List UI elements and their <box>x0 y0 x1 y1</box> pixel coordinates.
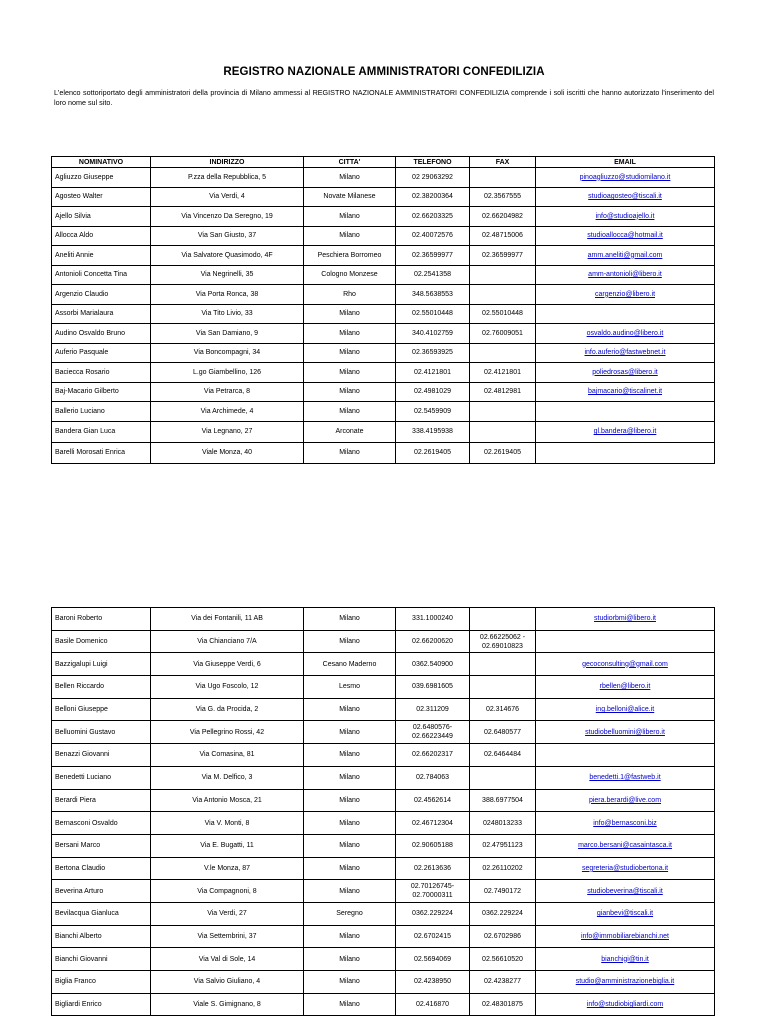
table-row <box>52 363 715 383</box>
indirizzo-cell: Via Val di Sole, 14 <box>151 948 304 971</box>
header-indirizzo: INDIRIZZO <box>151 157 304 168</box>
fax-cell: 02.4121801 <box>470 363 536 383</box>
nominativo-cell: Bernasconi Osvaldo <box>52 812 151 835</box>
header-email: EMAIL <box>536 157 715 168</box>
fax-cell <box>470 421 536 442</box>
email-link[interactable]: amm.aneliti@gmail.com <box>587 251 663 259</box>
indirizzo-cell: Viale Monza, 40 <box>151 442 304 463</box>
email-cell <box>536 421 715 442</box>
email-link[interactable]: piera.berardi@live.com <box>588 796 662 804</box>
table-row <box>52 993 715 1016</box>
citta-cell: Milano <box>304 698 396 721</box>
fax-cell: 02.4238277 <box>470 971 536 994</box>
table-row <box>52 285 715 305</box>
nominativo-cell: Audino Osvaldo Bruno <box>52 324 151 344</box>
email-link[interactable]: gianbevi@tiscali.it <box>596 910 654 918</box>
citta-cell: Milano <box>304 343 396 363</box>
table-row <box>52 304 715 324</box>
email-cell <box>536 789 715 812</box>
telefono-cell: 02.90605188 <box>396 834 470 857</box>
table-row <box>52 608 715 631</box>
indirizzo-cell: Via Boncompagni, 34 <box>151 343 304 363</box>
table-row <box>52 744 715 767</box>
email-cell <box>536 971 715 994</box>
telefono-cell: 340.4102759 <box>396 324 470 344</box>
nominativo-cell: Beverina Arturo <box>52 880 151 903</box>
email-cell <box>536 285 715 305</box>
indirizzo-cell: Via Archimede, 4 <box>151 402 304 422</box>
fax-cell <box>470 343 536 363</box>
nominativo-cell: Berardi Piera <box>52 789 151 812</box>
table-row <box>52 653 715 676</box>
indirizzo-cell: Via San Damiano, 9 <box>151 324 304 344</box>
email-cell <box>536 207 715 227</box>
indirizzo-cell: Via San Giusto, 37 <box>151 226 304 246</box>
citta-cell: Milano <box>304 880 396 903</box>
email-cell <box>536 304 715 324</box>
nominativo-cell: Auferio Pasquale <box>52 343 151 363</box>
email-cell <box>536 630 715 653</box>
table-row <box>52 168 715 188</box>
table-header-row <box>52 157 715 168</box>
nominativo-cell: Aneliti Annie <box>52 246 151 266</box>
email-link[interactable]: amm-antonioli@libero.it <box>588 271 662 279</box>
table-row <box>52 698 715 721</box>
nominativo-cell: Basile Domenico <box>52 630 151 653</box>
citta-cell: Milano <box>304 766 396 789</box>
fax-cell: 02.6464484 <box>470 744 536 767</box>
citta-cell: Milano <box>304 993 396 1016</box>
telefono-cell: 02.36599977 <box>396 246 470 266</box>
table-row <box>52 324 715 344</box>
nominativo-cell: Bertona Claudio <box>52 857 151 880</box>
citta-cell: Milano <box>304 608 396 631</box>
telefono-cell: 02.66200620 <box>396 630 470 653</box>
email-cell <box>536 653 715 676</box>
telefono-cell: 02.4121801 <box>396 363 470 383</box>
email-link[interactable]: info.auferio@fastwebnet.it <box>584 349 666 357</box>
table-row <box>52 902 715 925</box>
table-row <box>52 442 715 463</box>
fax-cell: 02.56610520 <box>470 948 536 971</box>
table-row <box>52 834 715 857</box>
telefono-cell: 02.784063 <box>396 766 470 789</box>
citta-cell: Milano <box>304 324 396 344</box>
citta-cell: Milano <box>304 812 396 835</box>
nominativo-cell: Biglia Franco <box>52 971 151 994</box>
indirizzo-cell: Via Verdi, 4 <box>151 187 304 207</box>
indirizzo-cell: Via Chianciano 7/A <box>151 630 304 653</box>
nominativo-cell: Agosteo Walter <box>52 187 151 207</box>
email-link[interactable]: studiobeverina@tiscali.it <box>587 887 663 895</box>
citta-cell: Milano <box>304 382 396 402</box>
email-link[interactable]: poliedrosas@libero.it <box>592 368 658 376</box>
email-cell <box>536 721 715 744</box>
citta-cell: Milano <box>304 304 396 324</box>
email-cell <box>536 925 715 948</box>
email-cell <box>536 324 715 344</box>
fax-cell: 02.66204982 <box>470 207 536 227</box>
indirizzo-cell: Via dei Fontanili, 11 AB <box>151 608 304 631</box>
indirizzo-cell: Via Porta Ronca, 38 <box>151 285 304 305</box>
email-link[interactable]: info@immobiliarebianchi.net <box>580 932 670 940</box>
citta-cell: Cesano Maderno <box>304 653 396 676</box>
citta-cell: Novate Milanese <box>304 187 396 207</box>
intro-paragraph: L'elenco sottoriportato degli amministratori della provincia di Milano ammessi al REGISTRO NAZIONALE AMMINISTRATORI CONFEDILIZIA comprende i soli iscritti che hanno autorizzato l'inserimento del loro nome sul sito. <box>54 88 714 107</box>
nominativo-cell: Baroni Roberto <box>52 608 151 631</box>
telefono-cell: 0362.229224 <box>396 902 470 925</box>
fax-cell: 02.48301875 <box>470 993 536 1016</box>
email-cell <box>536 187 715 207</box>
telefono-cell: 039.6981605 <box>396 676 470 699</box>
fax-cell <box>470 676 536 699</box>
indirizzo-cell: Via Giuseppe Verdi, 6 <box>151 653 304 676</box>
table-row <box>52 402 715 422</box>
nominativo-cell: Bianchi Giovanni <box>52 948 151 971</box>
citta-cell: Milano <box>304 363 396 383</box>
citta-cell: Milano <box>304 971 396 994</box>
email-cell <box>536 834 715 857</box>
indirizzo-cell: Via Legnano, 27 <box>151 421 304 442</box>
table-row <box>52 421 715 442</box>
citta-cell: Milano <box>304 207 396 227</box>
email-cell <box>536 608 715 631</box>
table-row <box>52 971 715 994</box>
indirizzo-cell: Viale S. Gimignano, 8 <box>151 993 304 1016</box>
email-link[interactable]: bajmacario@tiscalinet.it <box>587 388 663 396</box>
email-cell <box>536 902 715 925</box>
table-row <box>52 857 715 880</box>
nominativo-cell: Belloni Giuseppe <box>52 698 151 721</box>
fax-cell: 02.66225062 - 02.69010823 <box>470 630 536 653</box>
nominativo-cell: Allocca Aldo <box>52 226 151 246</box>
email-cell <box>536 442 715 463</box>
telefono-cell: 02.6480576-02.66223449 <box>396 721 470 744</box>
indirizzo-cell: Via Tito Livio, 33 <box>151 304 304 324</box>
fax-cell: 02.314676 <box>470 698 536 721</box>
citta-cell: Seregno <box>304 902 396 925</box>
telefono-cell: 02.2619405 <box>396 442 470 463</box>
nominativo-cell: Baj-Macario Gilberto <box>52 382 151 402</box>
citta-cell: Rho <box>304 285 396 305</box>
table-row <box>52 880 715 903</box>
table-row <box>52 630 715 653</box>
citta-cell: Milano <box>304 744 396 767</box>
email-link[interactable]: bianchigi@tin.it <box>601 955 649 963</box>
telefono-cell: 348.5638553 <box>396 285 470 305</box>
citta-cell: Lesmo <box>304 676 396 699</box>
nominativo-cell: Bianchi Alberto <box>52 925 151 948</box>
nominativo-cell: Bersani Marco <box>52 834 151 857</box>
email-link[interactable]: info@studiobigliardi.com <box>586 1001 664 1009</box>
telefono-cell: 02.55010448 <box>396 304 470 324</box>
fax-cell: 02.7490172 <box>470 880 536 903</box>
email-link[interactable]: gl.bandera@libero.it <box>593 428 657 435</box>
email-link[interactable]: studiobelluomini@libero.it <box>585 728 665 736</box>
table-row <box>52 246 715 266</box>
nominativo-cell: Bellen Riccardo <box>52 676 151 699</box>
fax-cell <box>470 608 536 631</box>
email-link[interactable]: studiorbmi@libero.it <box>594 615 656 623</box>
email-link[interactable]: studioallocca@hotmail.it <box>587 232 663 240</box>
telefono-cell: 0362.540900 <box>396 653 470 676</box>
table-row <box>52 948 715 971</box>
email-link[interactable]: gecoconsulting@gmail.com <box>582 660 668 668</box>
fax-cell: 0362.229224 <box>470 902 536 925</box>
fax-cell: 388.6977504 <box>470 789 536 812</box>
fax-cell: 02.36599977 <box>470 246 536 266</box>
registry-table-2 <box>51 607 715 1016</box>
table-row <box>52 187 715 207</box>
indirizzo-cell: Via V. Monti, 8 <box>151 812 304 835</box>
email-link[interactable]: cargenzio@libero.it <box>594 290 656 298</box>
citta-cell: Milano <box>304 226 396 246</box>
email-cell <box>536 168 715 188</box>
table-row <box>52 265 715 285</box>
indirizzo-cell: V.le Monza, 87 <box>151 857 304 880</box>
indirizzo-cell: Via Pellegrino Rossi, 42 <box>151 721 304 744</box>
indirizzo-cell: Via Vincenzo Da Seregno, 19 <box>151 207 304 227</box>
nominativo-cell: Benazzi Giovanni <box>52 744 151 767</box>
fax-cell: 02.6480577 <box>470 721 536 744</box>
citta-cell: Arconate <box>304 421 396 442</box>
table-row <box>52 812 715 835</box>
header-citta: CITTA' <box>304 157 396 168</box>
nominativo-cell: Ajello Silvia <box>52 207 151 227</box>
indirizzo-cell: Via Ugo Foscolo, 12 <box>151 676 304 699</box>
table-row <box>52 343 715 363</box>
email-cell <box>536 948 715 971</box>
citta-cell: Milano <box>304 925 396 948</box>
fax-cell: 02.4812981 <box>470 382 536 402</box>
indirizzo-cell: Via Settembrini, 37 <box>151 925 304 948</box>
email-link[interactable]: marco.bersani@casaintasca.it <box>578 842 672 850</box>
email-cell <box>536 265 715 285</box>
email-cell <box>536 857 715 880</box>
page-title: REGISTRO NAZIONALE AMMINISTRATORI CONFEDILIZIA <box>223 66 545 78</box>
fax-cell: 02.6702986 <box>470 925 536 948</box>
email-cell <box>536 382 715 402</box>
citta-cell: Peschiera Borromeo <box>304 246 396 266</box>
email-cell <box>536 744 715 767</box>
indirizzo-cell: Via Comasina, 81 <box>151 744 304 767</box>
nominativo-cell: Agliuzzo Giuseppe <box>52 168 151 188</box>
citta-cell: Milano <box>304 721 396 744</box>
fax-cell <box>470 168 536 188</box>
nominativo-cell: Belluomini Gustavo <box>52 721 151 744</box>
email-link[interactable]: studio@amministrazionebiglia.it <box>575 978 675 986</box>
email-link[interactable]: rbellen@libero.it <box>599 683 651 691</box>
table-row <box>52 676 715 699</box>
telefono-cell: 02.311209 <box>396 698 470 721</box>
table-row <box>52 766 715 789</box>
indirizzo-cell: L.go Giambellino, 126 <box>151 363 304 383</box>
fax-cell: 02.47951123 <box>470 834 536 857</box>
citta-cell: Cologno Monzese <box>304 265 396 285</box>
telefono-cell: 02.4981029 <box>396 382 470 402</box>
telefono-cell: 338.4195938 <box>396 421 470 442</box>
indirizzo-cell: Via Salvio Giuliano, 4 <box>151 971 304 994</box>
table-row <box>52 789 715 812</box>
citta-cell: Milano <box>304 857 396 880</box>
telefono-cell: 02.2541358 <box>396 265 470 285</box>
telefono-cell: 02.6702415 <box>396 925 470 948</box>
telefono-cell: 02.66202317 <box>396 744 470 767</box>
email-link[interactable]: info@bernasconi.biz <box>593 819 657 827</box>
email-cell <box>536 880 715 903</box>
fax-cell: 02.48715006 <box>470 226 536 246</box>
fax-cell: 02.2619405 <box>470 442 536 463</box>
citta-cell: Milano <box>304 834 396 857</box>
nominativo-cell: Bandera Gian Luca <box>52 421 151 442</box>
indirizzo-cell: Via Negrinelli, 35 <box>151 265 304 285</box>
telefono-cell: 02.36593925 <box>396 343 470 363</box>
header-nominativo: NOMINATIVO <box>52 157 151 168</box>
telefono-cell: 02 29063292 <box>396 168 470 188</box>
header-telefono: TELEFONO <box>396 157 470 168</box>
telefono-cell: 02.2613636 <box>396 857 470 880</box>
telefono-cell: 02.5459909 <box>396 402 470 422</box>
email-cell <box>536 402 715 422</box>
telefono-cell: 02.40072576 <box>396 226 470 246</box>
indirizzo-cell: Via G. da Procida, 2 <box>151 698 304 721</box>
nominativo-cell: Antonioli Concetta Tina <box>52 265 151 285</box>
table-row <box>52 207 715 227</box>
telefono-cell: 02.70126745-02.70000311 <box>396 880 470 903</box>
telefono-cell: 02.416870 <box>396 993 470 1016</box>
email-cell <box>536 246 715 266</box>
email-link[interactable]: studioagosteo@tiscali.it <box>588 193 662 201</box>
citta-cell: Milano <box>304 442 396 463</box>
nominativo-cell: Bazzigalupi Luigi <box>52 653 151 676</box>
table-row <box>52 382 715 402</box>
email-cell <box>536 698 715 721</box>
fax-cell: 02.55010448 <box>470 304 536 324</box>
email-cell <box>536 993 715 1016</box>
indirizzo-cell: Via Petrarca, 8 <box>151 382 304 402</box>
email-cell <box>536 812 715 835</box>
fax-cell: 02.26110202 <box>470 857 536 880</box>
email-link[interactable]: info@studioajello.it <box>595 212 655 220</box>
nominativo-cell: Bevilacqua Gianluca <box>52 902 151 925</box>
citta-cell: Milano <box>304 630 396 653</box>
telefono-cell: 02.4238950 <box>396 971 470 994</box>
citta-cell: Milano <box>304 948 396 971</box>
indirizzo-cell: Via M. Delfico, 3 <box>151 766 304 789</box>
fax-cell: 02.76009051 <box>470 324 536 344</box>
telefono-cell: 331.1000240 <box>396 608 470 631</box>
nominativo-cell: Benedetti Luciano <box>52 766 151 789</box>
nominativo-cell: Ballerio Luciano <box>52 402 151 422</box>
table-row <box>52 721 715 744</box>
telefono-cell: 02.38200364 <box>396 187 470 207</box>
email-cell <box>536 363 715 383</box>
email-cell <box>536 343 715 363</box>
indirizzo-cell: Via Antonio Mosca, 21 <box>151 789 304 812</box>
nominativo-cell: Bigliardi Enrico <box>52 993 151 1016</box>
citta-cell: Milano <box>304 402 396 422</box>
email-link[interactable]: pinoagliuzzo@studiomilano.it <box>579 173 671 181</box>
header-fax: FAX <box>470 157 536 168</box>
fax-cell: 0248013233 <box>470 812 536 835</box>
nominativo-cell: Barelli Morosati Enrica <box>52 442 151 463</box>
indirizzo-cell: Via E. Bugatti, 11 <box>151 834 304 857</box>
telefono-cell: 02.4562614 <box>396 789 470 812</box>
table-row <box>52 925 715 948</box>
email-link[interactable]: segreteria@studiobertona.it <box>581 864 669 872</box>
indirizzo-cell: P.zza della Repubblica, 5 <box>151 168 304 188</box>
fax-cell <box>470 402 536 422</box>
nominativo-cell: Baciecca Rosario <box>52 363 151 383</box>
fax-cell: 02.3567555 <box>470 187 536 207</box>
email-link[interactable]: benedetti.1@fastweb.it <box>589 774 661 782</box>
indirizzo-cell: Via Salvatore Quasimodo, 4F <box>151 246 304 266</box>
table-row <box>52 226 715 246</box>
email-link[interactable]: ing.belloni@alice.it <box>595 706 655 714</box>
telefono-cell: 02.5694069 <box>396 948 470 971</box>
fax-cell <box>470 285 536 305</box>
telefono-cell: 02.66203325 <box>396 207 470 227</box>
indirizzo-cell: Via Verdi, 27 <box>151 902 304 925</box>
email-link[interactable]: osvaldo.audino@libero.it <box>586 329 664 337</box>
email-cell <box>536 766 715 789</box>
email-cell <box>536 676 715 699</box>
telefono-cell: 02.46712304 <box>396 812 470 835</box>
email-cell <box>536 226 715 246</box>
nominativo-cell: Argenzio Claudio <box>52 285 151 305</box>
fax-cell <box>470 766 536 789</box>
indirizzo-cell: Via Compagnoni, 8 <box>151 880 304 903</box>
fax-cell <box>470 653 536 676</box>
registry-table-1 <box>51 156 715 464</box>
nominativo-cell: Assorbi Marialaura <box>52 304 151 324</box>
fax-cell <box>470 265 536 285</box>
citta-cell: Milano <box>304 168 396 188</box>
citta-cell: Milano <box>304 789 396 812</box>
